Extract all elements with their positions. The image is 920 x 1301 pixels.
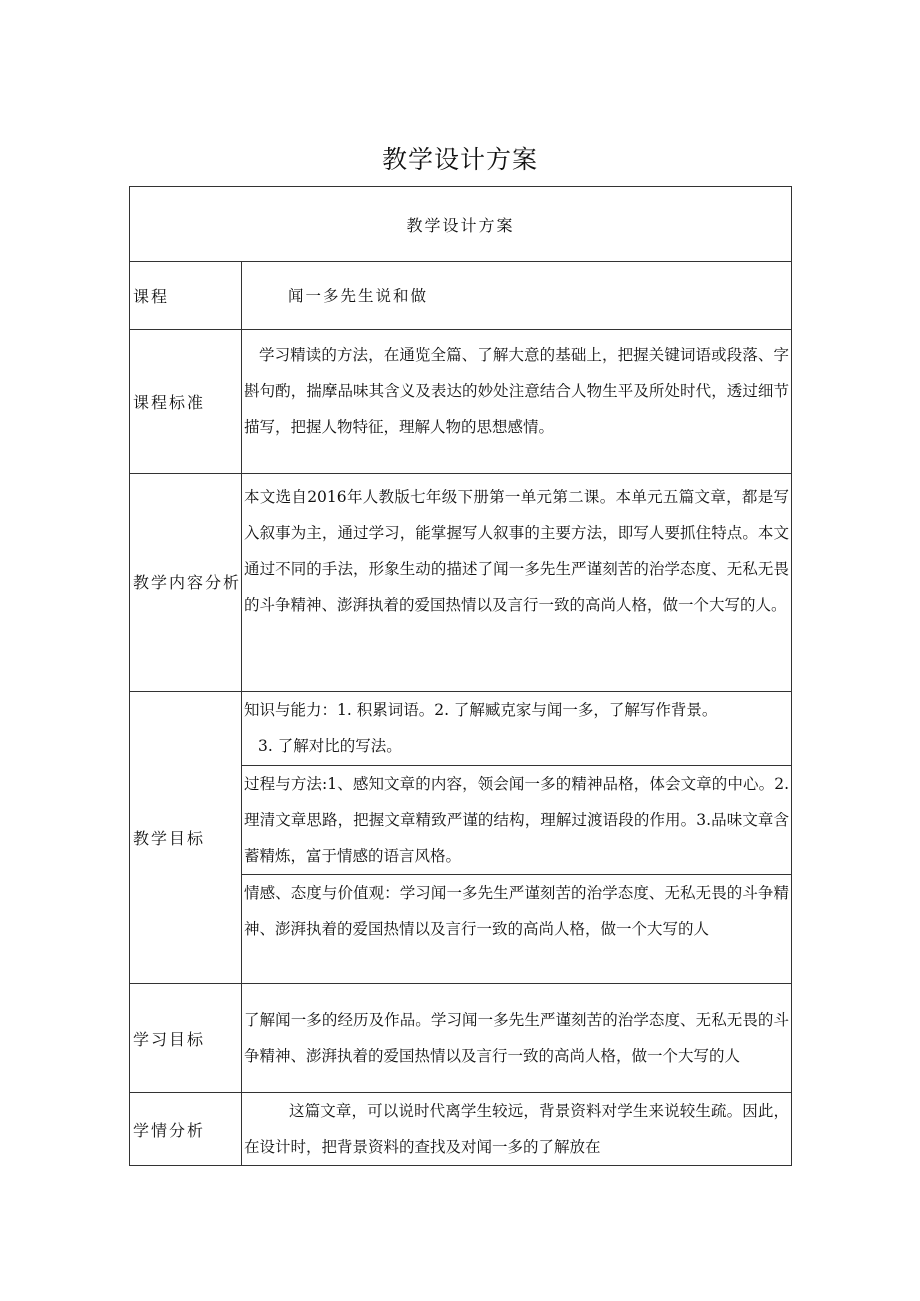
label-standard: 课程标准 bbox=[130, 330, 242, 474]
value-goals bbox=[242, 692, 792, 984]
value-standard: 学习精读的方法，在通览全篇、了解大意的基础上，把握关键词语或段落、字斟句酌，揣摩品味其含义及表达的妙处注意结合人物生平及所处时代，透过细节描写，把握人物特征，理解人物的思想感情。 bbox=[242, 330, 792, 474]
value-content-analysis: 本文选自2016年人教版七年级下册第一单元第二课。本单元五篇文章，都是写入叙事为主，通过学习，能掌握写人叙事的主要方法，即写人要抓住特点。本文通过不同的手法，形象生动的描述了闻一多先生严谨刻苦的治学态度、无私无畏的斗争精神、澎湃执着的爱国热情以及言行一致的高尚人格，做一个大写的人。 bbox=[242, 474, 792, 692]
row-learner-analysis bbox=[130, 1093, 792, 1166]
row-goals bbox=[130, 692, 792, 984]
row-course bbox=[130, 262, 792, 330]
table-header-row bbox=[130, 187, 792, 262]
value-learner-analysis: 这篇文章，可以说时代离学生较远，背景资料对学生来说较生疏。因此，在设计时，把背景资料的查找及对闻一多的了解放在 bbox=[242, 1093, 792, 1166]
row-content-analysis bbox=[130, 474, 792, 692]
goals-knowledge bbox=[242, 692, 791, 765]
value-learning-goals: 了解闻一多的经历及作品。学习闻一多先生严谨刻苦的治学态度、无私无畏的斗争精神、澎湃执着的爱国热情以及言行一致的高尚人格，做一个大写的人 bbox=[242, 984, 792, 1093]
table-header: 教学设计方案 bbox=[130, 187, 792, 262]
page-title: 教学设计方案 bbox=[381, 145, 538, 174]
goals-process: 过程与方法:1、感知文章的内容，领会闻一多的精神品格，体会文章的中心。2. 理清文章思路，把握文章精致严谨的结构，理解过渡语段的作用。3.品味文章含蓄精炼，富于情感的语言风格。 bbox=[242, 765, 791, 874]
value-course: 闻一多先生说和做 bbox=[242, 262, 792, 330]
row-learning-goals bbox=[130, 984, 792, 1093]
label-goals: 教学目标 bbox=[130, 692, 242, 984]
goals-knowledge-line1: 知识与能力：1. 积累词语。2. 了解臧克家与闻一多，了解写作背景。 bbox=[244, 701, 718, 719]
row-standard bbox=[130, 330, 792, 474]
goals-emotion: 情感、态度与价值观：学习闻一多先生严谨刻苦的治学态度、无私无畏的斗争精神、澎湃执着的爱国热情以及言行一致的高尚人格，做一个大写的人 bbox=[242, 874, 791, 983]
goals-knowledge-line2: 3. 了解对比的写法。 bbox=[258, 737, 402, 755]
label-learner-analysis: 学情分析 bbox=[130, 1093, 242, 1166]
label-course: 课程 bbox=[130, 262, 242, 330]
label-learning-goals: 学习目标 bbox=[130, 984, 242, 1093]
lesson-plan-table bbox=[129, 186, 792, 1166]
label-content-analysis: 教学内容分析 bbox=[130, 474, 242, 692]
